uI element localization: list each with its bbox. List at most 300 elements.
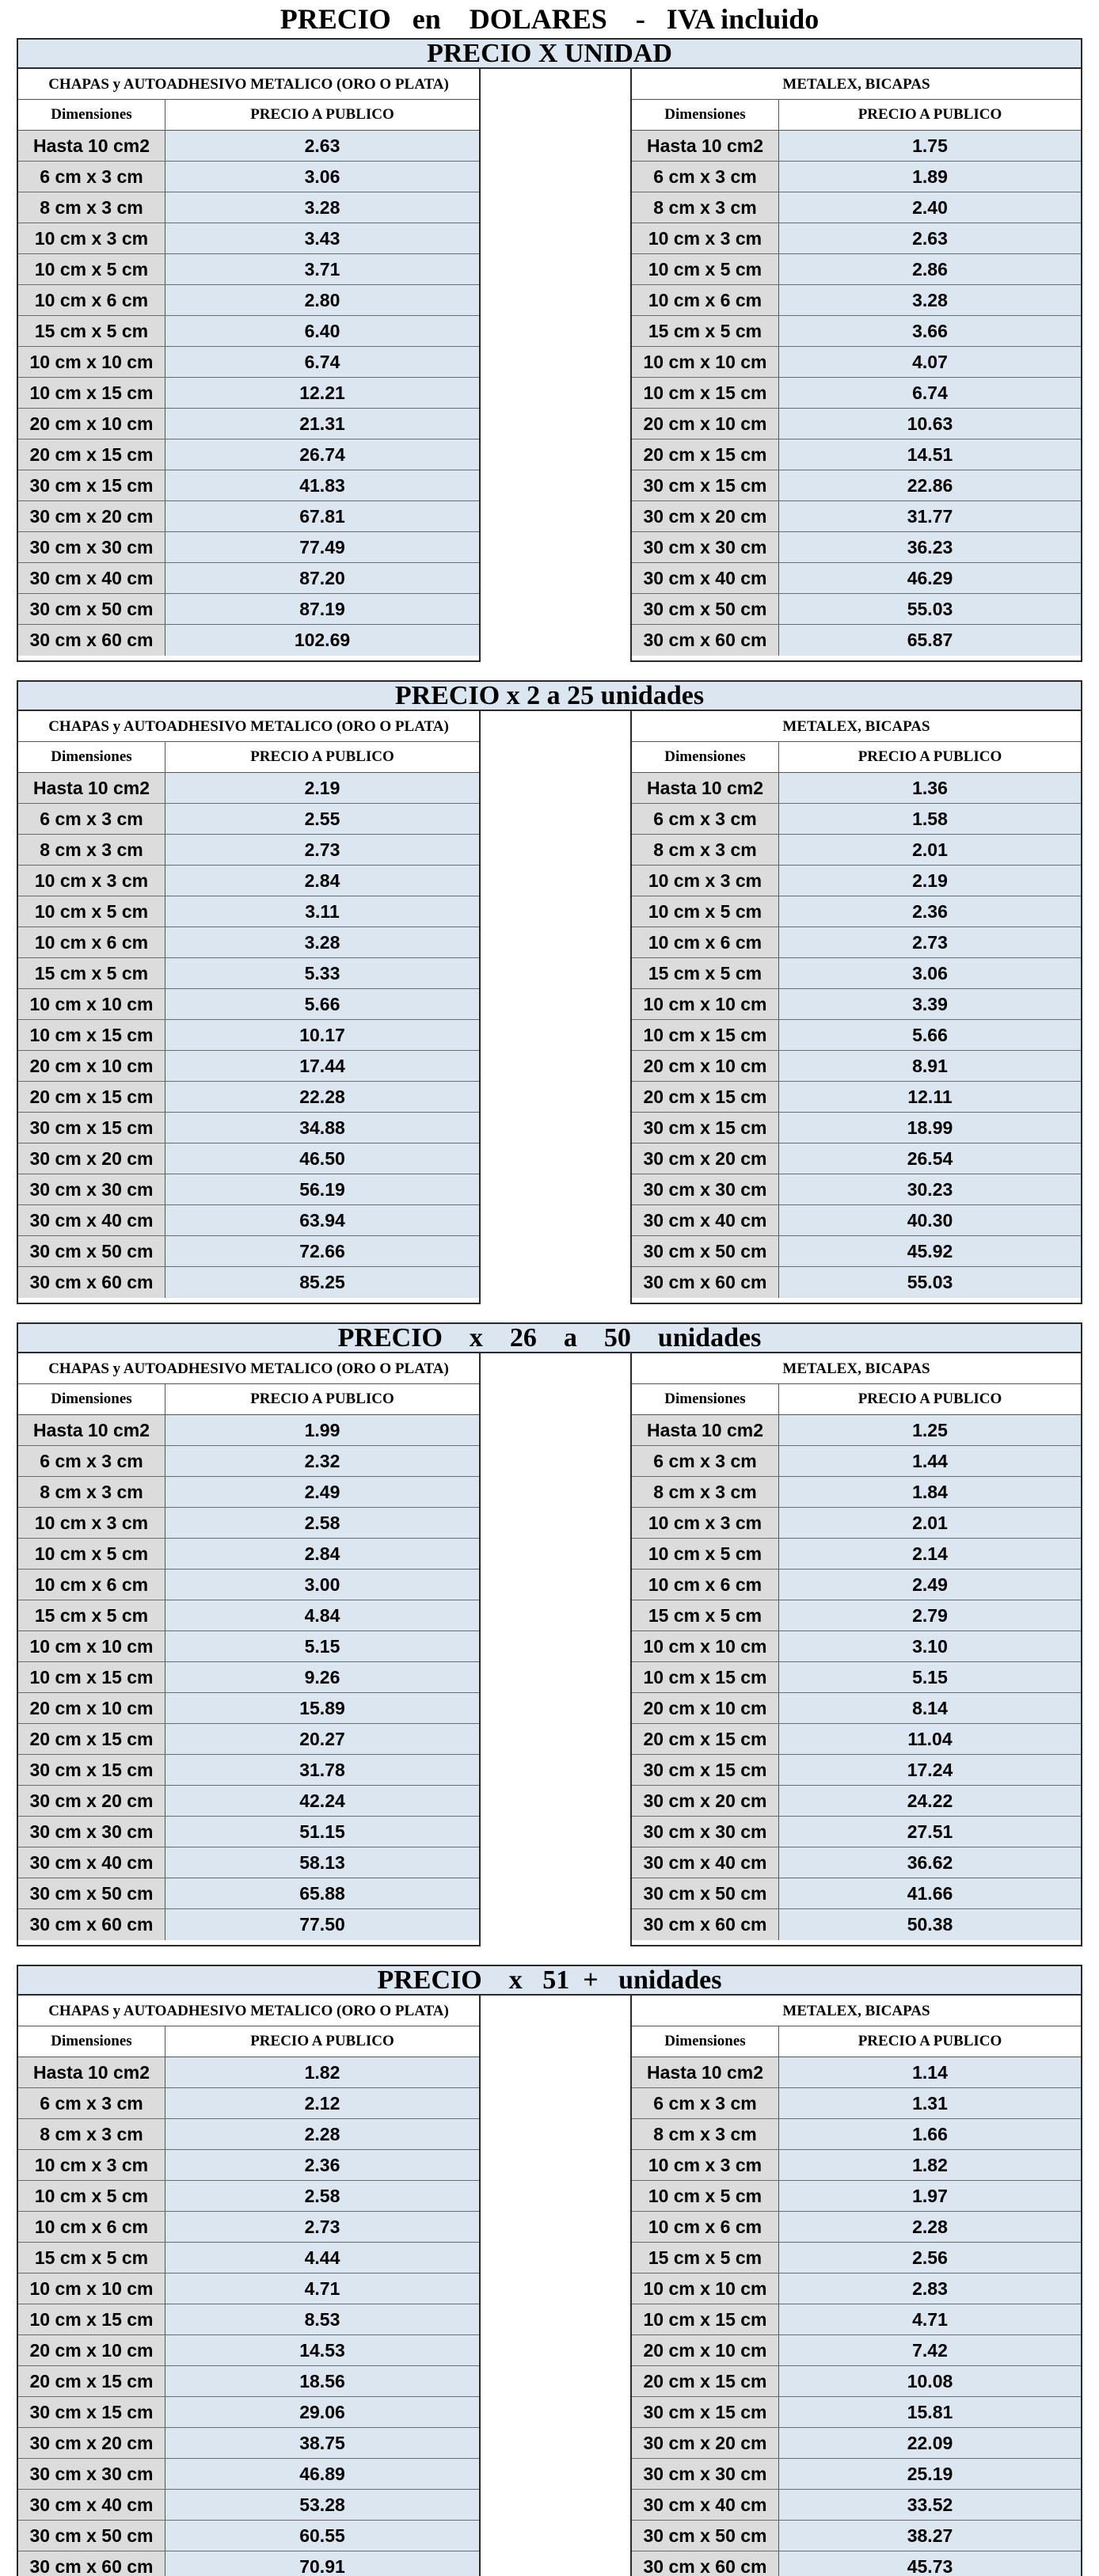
table-row: [632, 625, 1081, 656]
table-row: [632, 2304, 1081, 2335]
table-row: [632, 378, 1081, 409]
dimension-cell: 30 cm x 15 cm: [632, 1113, 779, 1143]
price-cell: 2.83: [779, 2274, 1081, 2304]
table-row: [18, 1539, 479, 1570]
price-cell: 10.17: [165, 1020, 479, 1050]
table-row: [632, 835, 1081, 866]
table-row: [632, 2428, 1081, 2459]
price-cell: 3.28: [779, 285, 1081, 315]
dimension-cell: 15 cm x 5 cm: [632, 958, 779, 988]
dimension-cell: 10 cm x 5 cm: [18, 254, 165, 284]
price-cell: 5.33: [165, 958, 479, 988]
column-header-row: [18, 742, 479, 773]
price-cell: 1.66: [779, 2119, 1081, 2149]
dimension-cell: 20 cm x 10 cm: [18, 2335, 165, 2365]
table-row: [18, 501, 479, 532]
table-row: [632, 162, 1081, 192]
price-cell: 41.83: [165, 470, 479, 500]
table-row: [18, 2304, 479, 2335]
chapas-table: [17, 1996, 481, 2576]
table-row: [18, 1051, 479, 1082]
column-header-row: [632, 2026, 1081, 2057]
price-cell: 3.28: [165, 192, 479, 223]
dimension-cell: 15 cm x 5 cm: [632, 2243, 779, 2273]
table-row: [632, 2397, 1081, 2428]
dimensions-header: Dimensiones: [632, 742, 779, 772]
dimension-cell: Hasta 10 cm2: [632, 2057, 779, 2087]
table-row: [18, 1847, 479, 1878]
dimension-cell: 30 cm x 15 cm: [18, 1755, 165, 1785]
dimension-cell: 30 cm x 40 cm: [18, 1205, 165, 1235]
dimension-cell: 6 cm x 3 cm: [632, 1446, 779, 1476]
column-header-row: [18, 2026, 479, 2057]
table-row: [18, 625, 479, 656]
dimension-cell: 10 cm x 3 cm: [18, 223, 165, 253]
dimension-cell: 10 cm x 15 cm: [632, 1020, 779, 1050]
price-cell: 2.49: [779, 1570, 1081, 1600]
price-cell: 2.01: [779, 835, 1081, 865]
table-row: [18, 1236, 479, 1267]
dimensions-header: Dimensiones: [18, 1384, 165, 1414]
dimension-cell: 15 cm x 5 cm: [632, 316, 779, 346]
price-cell: 41.66: [779, 1878, 1081, 1908]
dimension-cell: 30 cm x 30 cm: [18, 532, 165, 562]
dimension-cell: 6 cm x 3 cm: [632, 162, 779, 192]
dimension-cell: 30 cm x 60 cm: [18, 1909, 165, 1940]
table-row: [18, 2212, 479, 2243]
price-cell: 10.08: [779, 2366, 1081, 2396]
price-cell: 12.11: [779, 1082, 1081, 1112]
dimension-cell: 10 cm x 10 cm: [632, 347, 779, 377]
price-cell: 2.19: [165, 773, 479, 803]
table-row: [18, 896, 479, 927]
price-cell: 36.62: [779, 1847, 1081, 1878]
table-row: [632, 409, 1081, 439]
table-row: [18, 162, 479, 192]
price-cell: 3.11: [165, 896, 479, 927]
table-row: [632, 192, 1081, 223]
dimension-cell: 10 cm x 10 cm: [632, 1631, 779, 1661]
price-cell: 17.44: [165, 1051, 479, 1081]
price-cell: 21.31: [165, 409, 479, 439]
price-cell: 4.71: [165, 2274, 479, 2304]
price-cell: 2.36: [779, 896, 1081, 927]
dimension-cell: 8 cm x 3 cm: [18, 1477, 165, 1507]
dimension-cell: Hasta 10 cm2: [18, 131, 165, 161]
table-row: [18, 1446, 479, 1477]
price-cell: 38.27: [779, 2521, 1081, 2551]
dimension-cell: 10 cm x 10 cm: [18, 1631, 165, 1661]
dimension-cell: 30 cm x 15 cm: [18, 2397, 165, 2427]
section-title: PRECIO X UNIDAD: [17, 38, 1082, 69]
table-row: [632, 563, 1081, 594]
dimension-cell: 20 cm x 15 cm: [18, 2366, 165, 2396]
price-cell: 14.51: [779, 439, 1081, 470]
price-cell: 45.73: [779, 2551, 1081, 2576]
table-heading: CHAPAS y AUTOADHESIVO METALICO (ORO O PLATA): [18, 1353, 479, 1384]
table-row: [632, 866, 1081, 896]
dimension-cell: 30 cm x 60 cm: [632, 2551, 779, 2576]
dimension-cell: 30 cm x 15 cm: [632, 2397, 779, 2427]
dimensions-header: Dimensiones: [632, 1384, 779, 1414]
price-cell: 5.66: [165, 989, 479, 1019]
table-row: [632, 2243, 1081, 2274]
table-row: [18, 1508, 479, 1539]
price-cell: 3.28: [165, 927, 479, 957]
table-row: [632, 2335, 1081, 2366]
dimension-cell: 10 cm x 15 cm: [18, 2304, 165, 2334]
dimension-cell: 30 cm x 40 cm: [632, 1847, 779, 1878]
table-row: [18, 958, 479, 989]
table-row: [632, 1662, 1081, 1693]
table-row: [18, 1415, 479, 1446]
dimension-cell: 10 cm x 5 cm: [632, 2181, 779, 2211]
table-row: [632, 1236, 1081, 1267]
dimension-cell: 8 cm x 3 cm: [18, 835, 165, 865]
price-cell: 55.03: [779, 1267, 1081, 1298]
price-cell: 2.32: [165, 1446, 479, 1476]
dimension-cell: Hasta 10 cm2: [18, 1415, 165, 1445]
table-row: [18, 2335, 479, 2366]
dimension-cell: 30 cm x 40 cm: [632, 563, 779, 593]
price-cell: 25.19: [779, 2459, 1081, 2489]
table-row: [18, 1570, 479, 1600]
dimension-cell: 20 cm x 15 cm: [632, 1082, 779, 1112]
table-row: [632, 1415, 1081, 1446]
price-cell: 4.44: [165, 2243, 479, 2273]
table-row: [18, 2551, 479, 2576]
price-cell: 34.88: [165, 1113, 479, 1143]
price-cell: 55.03: [779, 594, 1081, 624]
price-cell: 33.52: [779, 2490, 1081, 2520]
table-row: [632, 470, 1081, 501]
dimension-cell: 20 cm x 10 cm: [632, 1051, 779, 1081]
dimension-cell: 30 cm x 50 cm: [632, 2521, 779, 2551]
price-cell: 3.66: [779, 316, 1081, 346]
dimension-cell: 30 cm x 20 cm: [18, 1786, 165, 1816]
price-cell: 67.81: [165, 501, 479, 531]
dimensions-header: Dimensiones: [18, 2026, 165, 2057]
table-row: [18, 2274, 479, 2304]
table-row: [18, 223, 479, 254]
dimension-cell: 20 cm x 10 cm: [632, 409, 779, 439]
table-row: [632, 532, 1081, 563]
price-cell: 31.77: [779, 501, 1081, 531]
price-cell: 77.50: [165, 1909, 479, 1940]
dimension-cell: Hasta 10 cm2: [632, 131, 779, 161]
price-cell: 51.15: [165, 1817, 479, 1847]
dimension-cell: 20 cm x 15 cm: [18, 1724, 165, 1754]
table-row: [632, 1878, 1081, 1909]
price-cell: 26.54: [779, 1143, 1081, 1174]
price-cell: 2.14: [779, 1539, 1081, 1569]
table-row: [18, 409, 479, 439]
dimension-cell: 10 cm x 10 cm: [18, 989, 165, 1019]
table-row: [18, 2459, 479, 2490]
table-row: [18, 2243, 479, 2274]
price-cell: 1.36: [779, 773, 1081, 803]
table-row: [18, 1786, 479, 1817]
price-cell: 3.43: [165, 223, 479, 253]
column-header-row: [18, 100, 479, 131]
table-row: [18, 2119, 479, 2150]
table-row: [18, 563, 479, 594]
table-row: [632, 1786, 1081, 1817]
price-header: PRECIO A PUBLICO: [779, 1384, 1081, 1414]
dimension-cell: 30 cm x 15 cm: [632, 470, 779, 500]
dimension-cell: 30 cm x 15 cm: [632, 1755, 779, 1785]
table-row: [18, 1020, 479, 1051]
dimension-cell: 20 cm x 15 cm: [632, 1724, 779, 1754]
table-row: [18, 1724, 479, 1755]
price-cell: 45.92: [779, 1236, 1081, 1266]
price-cell: 2.28: [165, 2119, 479, 2149]
table-row: [18, 804, 479, 835]
price-cell: 1.75: [779, 131, 1081, 161]
table-row: [632, 2181, 1081, 2212]
chapas-table: [17, 1353, 481, 1946]
price-cell: 85.25: [165, 1267, 479, 1298]
table-row: [632, 223, 1081, 254]
dimension-cell: 8 cm x 3 cm: [632, 1477, 779, 1507]
dimensions-header: Dimensiones: [18, 742, 165, 772]
price-cell: 53.28: [165, 2490, 479, 2520]
price-cell: 3.06: [165, 162, 479, 192]
dimension-cell: 30 cm x 40 cm: [632, 1205, 779, 1235]
chapas-table: [17, 69, 481, 662]
table-row: [18, 1693, 479, 1724]
price-cell: 2.84: [165, 866, 479, 896]
dimension-cell: 30 cm x 60 cm: [18, 1267, 165, 1298]
price-cell: 2.63: [165, 131, 479, 161]
table-row: [632, 2521, 1081, 2551]
price-cell: 1.89: [779, 162, 1081, 192]
dimension-cell: 30 cm x 40 cm: [18, 2490, 165, 2520]
price-section: [17, 1965, 1082, 2576]
column-header-row: [632, 1384, 1081, 1415]
dimensions-header: Dimensiones: [632, 2026, 779, 2057]
dimension-cell: 30 cm x 20 cm: [18, 1143, 165, 1174]
price-cell: 65.88: [165, 1878, 479, 1908]
dimension-cell: 10 cm x 10 cm: [632, 989, 779, 1019]
price-cell: 20.27: [165, 1724, 479, 1754]
dimension-cell: 15 cm x 5 cm: [18, 1600, 165, 1630]
table-row: [632, 1539, 1081, 1570]
dimension-cell: 10 cm x 10 cm: [632, 2274, 779, 2304]
dimension-cell: 30 cm x 50 cm: [632, 594, 779, 624]
price-cell: 46.89: [165, 2459, 479, 2489]
price-cell: 5.15: [779, 1662, 1081, 1692]
table-row: [18, 1600, 479, 1631]
price-cell: 24.22: [779, 1786, 1081, 1816]
price-cell: 26.74: [165, 439, 479, 470]
metalex-table: [630, 69, 1082, 662]
column-header-row: [18, 1384, 479, 1415]
price-cell: 102.69: [165, 625, 479, 656]
price-cell: 2.49: [165, 1477, 479, 1507]
price-cell: 50.38: [779, 1909, 1081, 1940]
table-row: [632, 896, 1081, 927]
price-cell: 11.04: [779, 1724, 1081, 1754]
price-cell: 2.84: [165, 1539, 479, 1569]
table-row: [18, 1878, 479, 1909]
table-row: [632, 1909, 1081, 1940]
table-row: [632, 254, 1081, 285]
price-cell: 10.63: [779, 409, 1081, 439]
table-row: [18, 1755, 479, 1786]
dimension-cell: 20 cm x 10 cm: [18, 1693, 165, 1723]
dimension-cell: 20 cm x 15 cm: [632, 439, 779, 470]
dimension-cell: 20 cm x 15 cm: [18, 439, 165, 470]
price-cell: 2.73: [779, 927, 1081, 957]
price-cell: 3.06: [779, 958, 1081, 988]
table-row: [18, 192, 479, 223]
dimension-cell: 30 cm x 40 cm: [18, 563, 165, 593]
table-row: [18, 470, 479, 501]
dimension-cell: 10 cm x 15 cm: [18, 1020, 165, 1050]
dimension-cell: 10 cm x 15 cm: [18, 378, 165, 408]
table-row: [632, 927, 1081, 958]
price-cell: 1.58: [779, 804, 1081, 834]
dimension-cell: 6 cm x 3 cm: [18, 2088, 165, 2118]
price-cell: 3.39: [779, 989, 1081, 1019]
price-cell: 2.28: [779, 2212, 1081, 2242]
dimension-cell: 20 cm x 10 cm: [18, 1051, 165, 1081]
price-cell: 4.07: [779, 347, 1081, 377]
price-cell: 3.71: [165, 254, 479, 284]
price-cell: 87.20: [165, 563, 479, 593]
dimension-cell: 30 cm x 50 cm: [632, 1878, 779, 1908]
table-row: [18, 1662, 479, 1693]
price-cell: 1.82: [165, 2057, 479, 2087]
table-row: [18, 254, 479, 285]
dimension-cell: 30 cm x 20 cm: [18, 501, 165, 531]
dimension-cell: 30 cm x 40 cm: [18, 1847, 165, 1878]
table-row: [632, 1082, 1081, 1113]
table-row: [18, 532, 479, 563]
dimension-cell: 10 cm x 6 cm: [632, 927, 779, 957]
dimension-cell: 30 cm x 50 cm: [632, 1236, 779, 1266]
table-row: [632, 1724, 1081, 1755]
dimension-cell: 10 cm x 5 cm: [632, 1539, 779, 1569]
dimension-cell: Hasta 10 cm2: [18, 773, 165, 803]
dimension-cell: 20 cm x 15 cm: [632, 2366, 779, 2396]
price-section: [17, 38, 1082, 662]
price-cell: 2.79: [779, 1600, 1081, 1630]
table-row: [632, 1477, 1081, 1508]
table-row: [632, 1205, 1081, 1236]
dimension-cell: 20 cm x 15 cm: [18, 1082, 165, 1112]
table-row: [632, 2212, 1081, 2243]
table-row: [18, 1082, 479, 1113]
price-cell: 60.55: [165, 2521, 479, 2551]
dimension-cell: 15 cm x 5 cm: [18, 958, 165, 988]
dimension-cell: 10 cm x 6 cm: [18, 1570, 165, 1600]
price-cell: 4.71: [779, 2304, 1081, 2334]
price-header: PRECIO A PUBLICO: [165, 1384, 479, 1414]
price-cell: 2.58: [165, 1508, 479, 1538]
table-row: [18, 1205, 479, 1236]
price-cell: 22.09: [779, 2428, 1081, 2458]
price-cell: 8.14: [779, 1693, 1081, 1723]
table-row: [18, 2521, 479, 2551]
price-cell: 38.75: [165, 2428, 479, 2458]
dimension-cell: 30 cm x 20 cm: [632, 1786, 779, 1816]
price-cell: 72.66: [165, 1236, 479, 1266]
dimension-cell: 10 cm x 6 cm: [18, 927, 165, 957]
price-cell: 63.94: [165, 1205, 479, 1235]
price-cell: 1.97: [779, 2181, 1081, 2211]
dimension-cell: 10 cm x 3 cm: [632, 1508, 779, 1538]
dimension-cell: 10 cm x 6 cm: [18, 285, 165, 315]
dimension-cell: 30 cm x 60 cm: [632, 1909, 779, 1940]
table-row: [632, 1143, 1081, 1174]
table-row: [632, 2088, 1081, 2119]
table-row: [632, 131, 1081, 162]
price-header: PRECIO A PUBLICO: [165, 2026, 479, 2057]
price-header: PRECIO A PUBLICO: [165, 742, 479, 772]
table-row: [18, 2150, 479, 2181]
dimension-cell: 8 cm x 3 cm: [632, 835, 779, 865]
dimension-cell: 30 cm x 50 cm: [18, 594, 165, 624]
dimension-cell: 30 cm x 20 cm: [632, 1143, 779, 1174]
table-row: [632, 594, 1081, 625]
price-cell: 2.58: [165, 2181, 479, 2211]
price-section: [17, 1322, 1082, 1946]
dimension-cell: 8 cm x 3 cm: [18, 2119, 165, 2149]
table-row: [632, 1267, 1081, 1298]
table-row: [18, 1174, 479, 1205]
dimension-cell: 15 cm x 5 cm: [18, 316, 165, 346]
dimension-cell: 30 cm x 30 cm: [632, 2459, 779, 2489]
price-cell: 4.84: [165, 1600, 479, 1630]
price-cell: 22.86: [779, 470, 1081, 500]
metalex-table: [630, 1353, 1082, 1946]
price-cell: 2.86: [779, 254, 1081, 284]
price-cell: 40.30: [779, 1205, 1081, 1235]
section-title: PRECIO x 2 a 25 unidades: [17, 680, 1082, 711]
dimension-cell: 10 cm x 6 cm: [632, 1570, 779, 1600]
table-row: [632, 1755, 1081, 1786]
dimension-cell: 30 cm x 60 cm: [632, 625, 779, 656]
dimension-cell: 10 cm x 5 cm: [18, 2181, 165, 2211]
dimension-cell: 30 cm x 20 cm: [18, 2428, 165, 2458]
price-cell: 2.55: [165, 804, 479, 834]
price-cell: 56.19: [165, 1174, 479, 1204]
table-row: [632, 316, 1081, 347]
chapas-table: [17, 711, 481, 1304]
section-title: PRECIO x 51 + unidades: [17, 1965, 1082, 1996]
table-row: [18, 2428, 479, 2459]
price-cell: 15.81: [779, 2397, 1081, 2427]
table-row: [18, 2181, 479, 2212]
dimension-cell: 10 cm x 15 cm: [632, 2304, 779, 2334]
column-header-row: [632, 742, 1081, 773]
table-row: [18, 285, 479, 316]
price-header: PRECIO A PUBLICO: [779, 100, 1081, 130]
table-heading: METALEX, BICAPAS: [632, 711, 1081, 742]
table-row: [632, 1847, 1081, 1878]
table-row: [18, 1631, 479, 1662]
dimension-cell: Hasta 10 cm2: [18, 2057, 165, 2087]
price-cell: 3.10: [779, 1631, 1081, 1661]
price-cell: 6.74: [165, 347, 479, 377]
price-cell: 70.91: [165, 2551, 479, 2576]
dimension-cell: 6 cm x 3 cm: [632, 2088, 779, 2118]
price-cell: 18.99: [779, 1113, 1081, 1143]
price-cell: 6.74: [779, 378, 1081, 408]
price-cell: 7.42: [779, 2335, 1081, 2365]
